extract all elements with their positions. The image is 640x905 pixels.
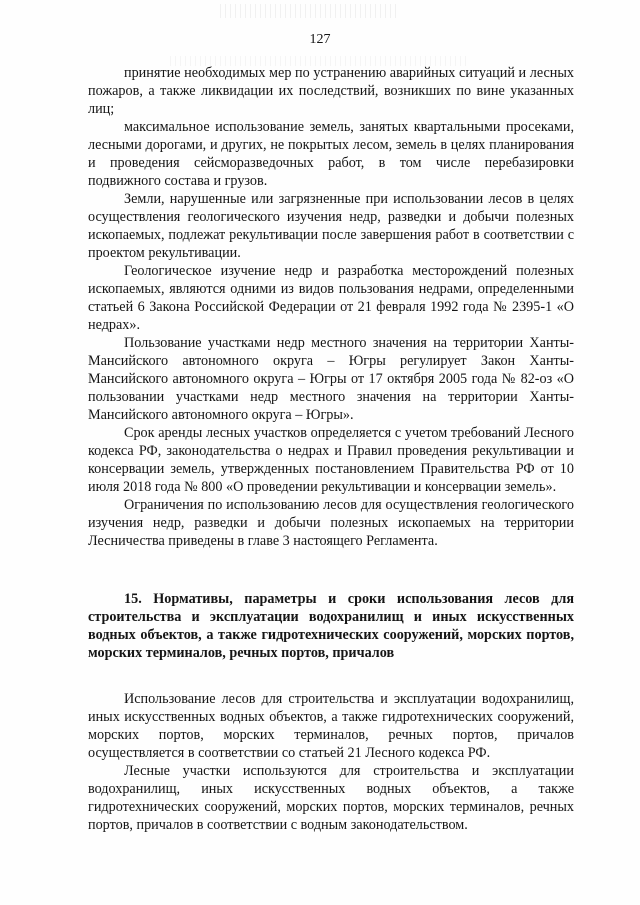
paragraph: Использование лесов для строительства и эксплуатации водохранилищ, иных искусственных водных объектов, а также гидротехнических сооружений, морских портов, морских терминалов, речных портов, причалов осуществляется в соответствии со статьей 21 Лесного кодекса РФ. — [88, 691, 574, 761]
spacer — [88, 662, 574, 690]
page-number: 127 — [309, 32, 331, 47]
paragraph: Лесные участки используются для строительства и эксплуатации водохранилищ, иных искусственных водных объектов, а также гидротехнических сооружений, морских портов, морских терминалов, речных портов, причалов в соответствии с водным законодательством. — [88, 763, 574, 833]
section-heading: 15. Нормативы, параметры и сроки использования лесов для строительства и эксплуатации водохранилищ и иных искусственных водных объектов, а также гидротехнических сооружений, морских портов, морских терминалов, речных портов, причалов — [88, 591, 574, 661]
paragraph: Ограничения по использованию лесов для осуществления геологического изучения недр, разведки и добычи полезных ископаемых на территории Лесничества приведены в главе 3 настоящего Регламента. — [88, 497, 574, 549]
paragraph: Пользование участками недр местного значения на территории Ханты-Мансийского автономного округа – Югры регулирует Закон Ханты-Мансийского автономного округа – Югры от 17 октября 2005 года № 82-оз «О пользовании участками недр местного значения на территории Ханты-Мансийского автономного округа – Югры». — [88, 335, 574, 423]
paragraph: Геологическое изучение недр и разработка месторождений полезных ископаемых, являются одними из видов пользования недрами, определенными статьей 6 Закона Российской Федерации от 21 февраля 1992 года № 2395-1 «О недрах». — [88, 263, 574, 333]
paragraph: принятие необходимых мер по устранению аварийных ситуаций и лесных пожаров, а также ликвидации их последствий, возникших по вине указанных лиц; — [88, 65, 574, 117]
document-body — [88, 64, 574, 834]
paragraph: Земли, нарушенные или загрязненные при использовании лесов в целях осуществления геологического изучения недр, разведки и добычи полезных ископаемых, подлежат рекультивации после завершения работ в соответствии с проектом рекультивации. — [88, 191, 574, 261]
paragraph: Срок аренды лесных участков определяется с учетом требований Лесного кодекса РФ, законодательства о недрах и Правил проведения рекультивации и консервации земель, утвержденных постановлением Правительства РФ от 10 июля 2018 года № 800 «О проведении рекультивации и консервации земель». — [88, 425, 574, 495]
paragraph: максимальное использование земель, занятых квартальными просеками, лесными дорогами, и других, не покрытых лесом, земель в целях планирования и проведения сейсморазведочных работ, в том числе перебазировки подвижного состава и грузов. — [88, 119, 574, 189]
scan-artifact — [220, 4, 400, 18]
